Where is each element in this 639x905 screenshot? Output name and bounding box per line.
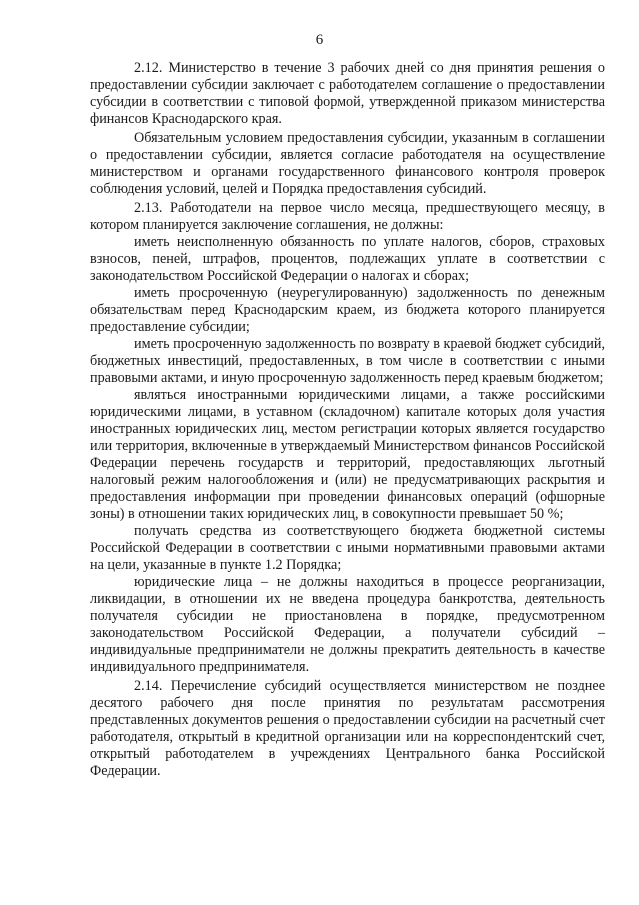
paragraph-mandatory-condition: Обязательным условием предоставления субсидии, указанным в соглашении о предоставлении субсидии, является согласие работодателя на осуществление министерством и органами государственного финансового контроля проверок соблюдения условий, целей и Порядка предоставления субсидий.: [90, 130, 605, 197]
paragraph-foreign-entities: являться иностранными юридическими лицами, а также российскими юридическими лицами, в уставном (складочном) капитале которых доля участия иностранных юридических лиц, местом регистрации которых является государство или территория, включенные в утверждаемый Министерством финансов Российской Федерации перечень государств и территорий, предоставляющих льготный налоговый режим налогообложения и (или) не предусматривающих раскрытия и предоставления информации при проведении финансовых операций (офшорные зоны) в отношении таких юридических лиц, в совокупности превышает 50 %;: [90, 387, 605, 522]
paragraph-2-12: 2.12. Министерство в течение 3 рабочих дней со дня принятия решения о предоставлении субсидии заключает с работодателем соглашение о предоставлении субсидии в соответствии с типовой формой, утвержденной приказом министерства финансов Краснодарского края.: [90, 60, 605, 127]
paragraph-other-funds: получать средства из соответствующего бюджета бюджетной системы Российской Федерации в соответствии с иными нормативными правовыми актами на цели, указанные в пункте 1.2 Порядка;: [90, 523, 605, 573]
paragraph-taxes: иметь неисполненную обязанность по уплате налогов, сборов, страховых взносов, пеней, штрафов, процентов, подлежащих уплате в соответствии с законодательством Российской Федерации о налогах и сборах;: [90, 234, 605, 284]
paragraph-debt-obligations: иметь просроченную (неурегулированную) задолженность по денежным обязательствам перед Краснодарским краем, из бюджета которого планируется предоставление субсидии;: [90, 285, 605, 335]
paragraph-legal-entities: юридические лица – не должны находиться в процессе реорганизации, ликвидации, в отношении их не введена процедура банкротства, деятельность получателя субсидии не приостановлена в порядке, предусмотренном законодательством Российской Федерации, а получатели субсидий – индивидуальные предприниматели не должны прекратить деятельность в качестве индивидуального предпринимателя.: [90, 574, 605, 675]
paragraph-2-14: 2.14. Перечисление субсидий осуществляется министерством не позднее десятого рабочего дня после принятия по результатам рассмотрения представленных документов решения о предоставлении субсидии на расчетный счет работодателя, открытый в кредитной организации или на корреспондентский счет, открытый работодателем в учреждениях Центрального банка Российской Федерации.: [90, 678, 605, 779]
paragraph-2-13: 2.13. Работодатели на первое число месяца, предшествующего месяцу, в котором планируется заключение соглашения, не должны:: [90, 200, 605, 233]
document-body: [90, 60, 605, 780]
page-number: 6: [315, 32, 324, 48]
paragraph-budget-debt: иметь просроченную задолженность по возврату в краевой бюджет субсидий, бюджетных инвестиций, предоставленных, в том числе в соответствии с иными правовыми актами, и иную просроченную задолженность перед краевым бюджетом;: [90, 336, 605, 386]
